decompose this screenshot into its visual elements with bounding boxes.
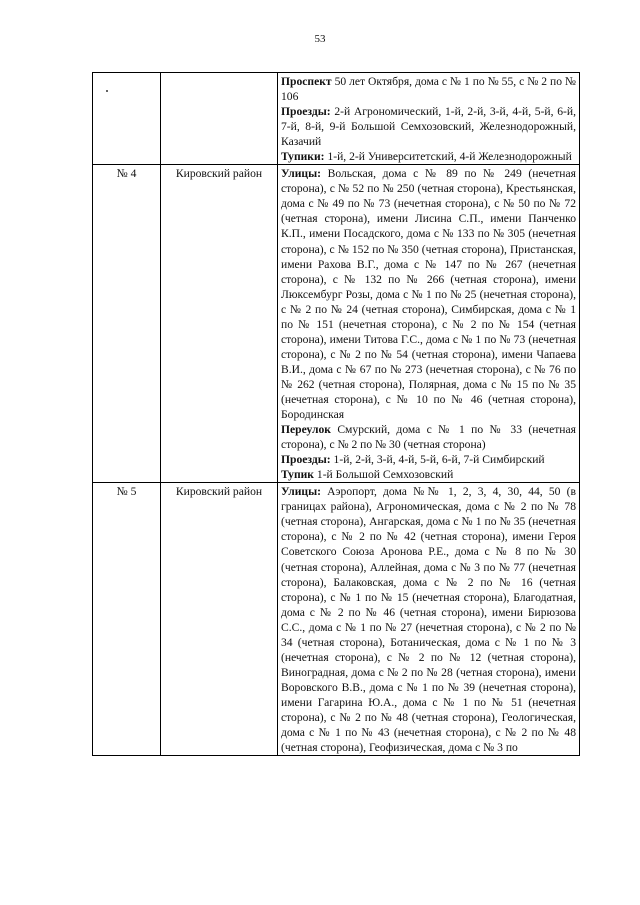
section-text: 1-й, 2-й, 3-й, 4-й, 5-й, 6-й, 7-й Симбирский <box>330 453 545 467</box>
section-heading: Тупик <box>281 468 314 482</box>
section-heading: Проезды: <box>281 453 331 467</box>
section-text: 1-й, 2-й Университетский, 4-й Железнодорожный <box>324 150 572 164</box>
row-number: № 5 <box>116 485 137 499</box>
address-section <box>281 104 576 149</box>
row-number-cell <box>93 483 161 756</box>
streets-cell <box>278 73 580 165</box>
section-heading: Переулок <box>281 423 331 437</box>
address-section <box>281 74 576 104</box>
district-cell <box>161 73 278 165</box>
section-text: 50 лет Октября, дома с № 1 по № 55, с № 2 по № 106 <box>281 75 576 104</box>
section-text: Аэропорт, дома №№ 1, 2, 3, 4, 30, 44, 50 (в границах района), Агрономическая, дома с № 2 по № 78 (четная сторона), Ангарская, дома с № 1 по № 35 (нечетная сторона), с № 2 по № 42 (четная сторона), имени Героя Советского Союза Аронова Р.Е., дома с № 8 по № 30 (четная сторона), Аллейная, дома с № 3 по № 77 (нечетная сторона), Балаковская, дома с № 2 по № 16 (четная сторона), с № 1 по № 15 (нечетная сторона), Благодатная, дома с № 2 по № 46 (четная сторона), имени Бирюзова С.С., дома с № 1 по № 27 (нечетная сторона), с № 2 по № 34 (четная сторона), Ботаническая, дома с № 1 по № 3 (нечетная сторона), с № 2 по № 12 (четная сторона), Виноградная, дома с № 2 по № 28 (четная сторона), имени Воровского В.В., дома с № 1 по № 39 (нечетная сторона), имени Гагарина Ю.А., дома с № 1 по № 51 (нечетная сторона), с № 2 по № 48 (четная сторона), Геологическая, дома с № 1 по № 43 (нечетная сторона), с № 2 по № 48 (четная сторона), Геофизическая, дома с № 3 по <box>281 485 576 755</box>
address-section <box>281 484 576 755</box>
address-section <box>281 166 576 422</box>
section-heading: Улицы: <box>281 485 321 499</box>
districts-table-body <box>93 73 580 756</box>
section-text: 1-й Большой Семхозовский <box>314 468 454 482</box>
section-heading: Проспект <box>281 75 332 88</box>
district-cell <box>161 483 278 756</box>
row-number-cell <box>93 73 161 165</box>
district-name: Кировский район <box>175 167 263 181</box>
address-section <box>281 149 576 164</box>
streets-cell <box>278 483 580 756</box>
row-number: № 4 <box>116 167 137 181</box>
table-row <box>93 165 580 483</box>
address-section <box>281 467 576 482</box>
section-heading: Улицы: <box>281 167 321 181</box>
section-heading: Тупики: <box>281 150 325 164</box>
section-text: 2-й Агрономический, 1-й, 2-й, 3-й, 4-й, 5-й, 6-й, 7-й, 8-й, 9-й Большой Семхозовский, Железнодорожный, Казачий <box>281 105 576 149</box>
table-row <box>93 483 580 756</box>
streets-cell <box>278 165 580 483</box>
address-section <box>281 422 576 452</box>
page-number: 53 <box>314 33 326 45</box>
row-number-cell <box>93 165 161 483</box>
district-cell <box>161 165 278 483</box>
section-heading: Проезды: <box>281 105 331 119</box>
district-name: Кировский район <box>175 485 263 499</box>
scan-dot <box>106 90 108 92</box>
table-row <box>93 73 580 165</box>
section-text: Смурский, дома с № 1 по № 33 (нечетная сторона), с № 2 по № 30 (четная сторона) <box>281 423 576 452</box>
districts-table <box>92 72 580 756</box>
section-text: Вольская, дома с № 89 по № 249 (нечетная сторона), с № 52 по № 250 (четная сторона), Крестьянская, дома с № 49 по № 73 (нечетная сторона), с № 50 по № 72 (четная сторона), имени Лисина С.П., имени Панченко К.П., имени Посадского, дома с № 133 по № 305 (нечетная сторона), с № 152 по № 350 (четная сторона), Пристанская, имени Рахова В.Г., дома с № 147 по № 267 (нечетная сторона), с № 132 по № 266 (четная сторона), имени Люксембург Розы, дома с № 1 по № 25 (нечетная сторона), с № 2 по № 24 (четная сторона), Симбирская, дома с № 1 по № 151 (нечетная сторона), с № 2 по № 154 (четная сторона), имени Титова Г.С., дома с № 1 по № 73 (нечетная сторона), с № 2 по № 54 (четная сторона), имени Чапаева В.И., дома с № 67 по № 273 (нечетная сторона), с № 76 по № 262 (четная сторона), Полярная, дома с № 15 по № 35 (нечетная сторона), с № 10 по № 46 (четная сторона), Бородинская <box>281 167 576 422</box>
address-section <box>281 452 576 467</box>
